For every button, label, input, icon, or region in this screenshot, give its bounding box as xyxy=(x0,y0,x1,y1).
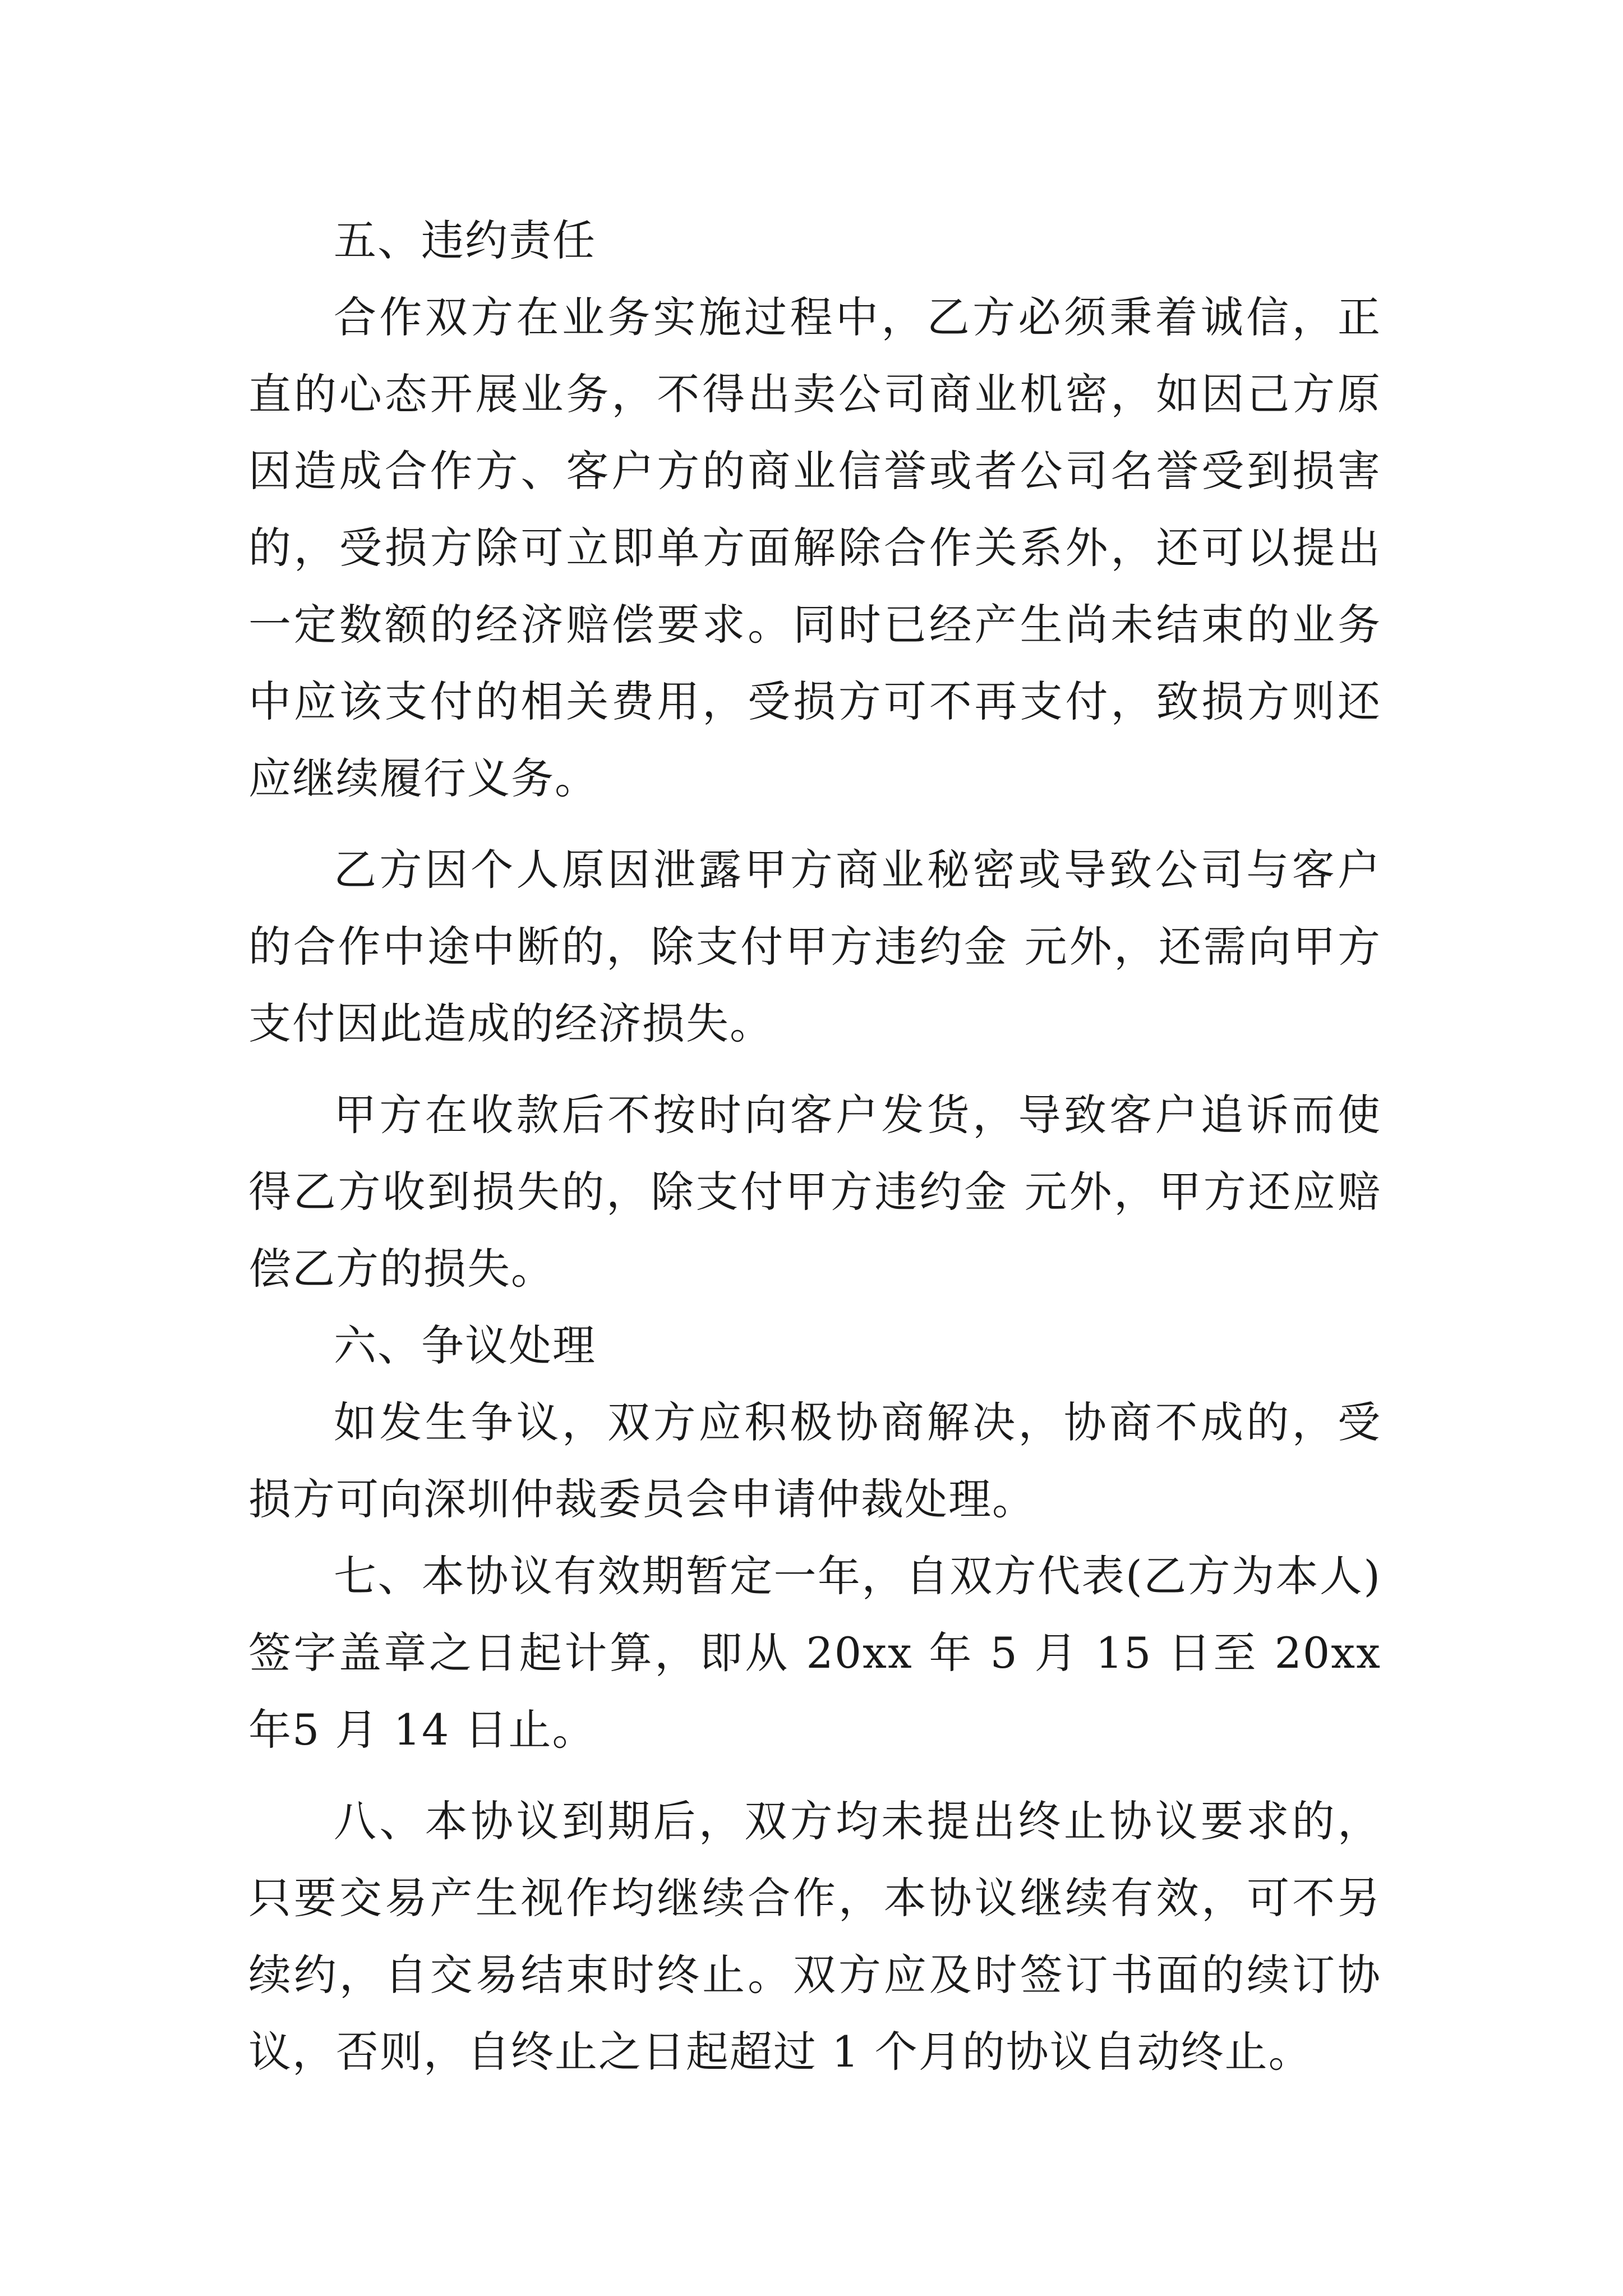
section-heading-dispute: 六、争议处理 xyxy=(334,1320,596,1370)
document-body xyxy=(248,202,1381,2090)
paragraph-validity-period: 七、本协议有效期暂定一年，自双方代表(乙方为本人)签字盖章之日起计算，即从 20xx 年 5 月 15 日至 20xx 年5 月 14 日止。 xyxy=(248,1551,1381,1755)
paragraph-liability-general: 合作双方在业务实施过程中，乙方必须秉着诚信，正直的心态开展业务，不得出卖公司商业机密，如因己方原因造成合作方、客户方的商业信誉或者公司名誉受到损害的，受损方除可立即单方面解除合作关系外，还可以提出一定数额的经济赔偿要求。同时已经产生尚未结束的业务中应该支付的相关费用，受损方可不再支付，致损方则还应继续履行义务。 xyxy=(248,292,1381,803)
paragraph-liability-party-a: 甲方在收款后不按时向客户发货，导致客户追诉而使得乙方收到损失的，除支付甲方违约金 元外，甲方还应赔偿乙方的损失。 xyxy=(248,1090,1381,1294)
paragraph-dispute: 如发生争议，双方应积极协商解决，协商不成的，受损方可向深圳仲裁委员会申请仲裁处理。 xyxy=(248,1397,1381,1524)
paragraph-renewal: 八、本协议到期后，双方均未提出终止协议要求的，只要交易产生视作均继续合作，本协议继续有效，可不另续约，自交易结束时终止。双方应及时签订书面的续订协议，否则，自终止之日起超过 1 个月的协议自动终止。 xyxy=(248,1796,1381,2077)
section-heading-liability: 五、违约责任 xyxy=(334,215,596,265)
paragraph-liability-party-b: 乙方因个人原因泄露甲方商业秘密或导致公司与客户的合作中途中断的，除支付甲方违约金 元外，还需向甲方支付因此造成的经济损失。 xyxy=(248,845,1381,1048)
